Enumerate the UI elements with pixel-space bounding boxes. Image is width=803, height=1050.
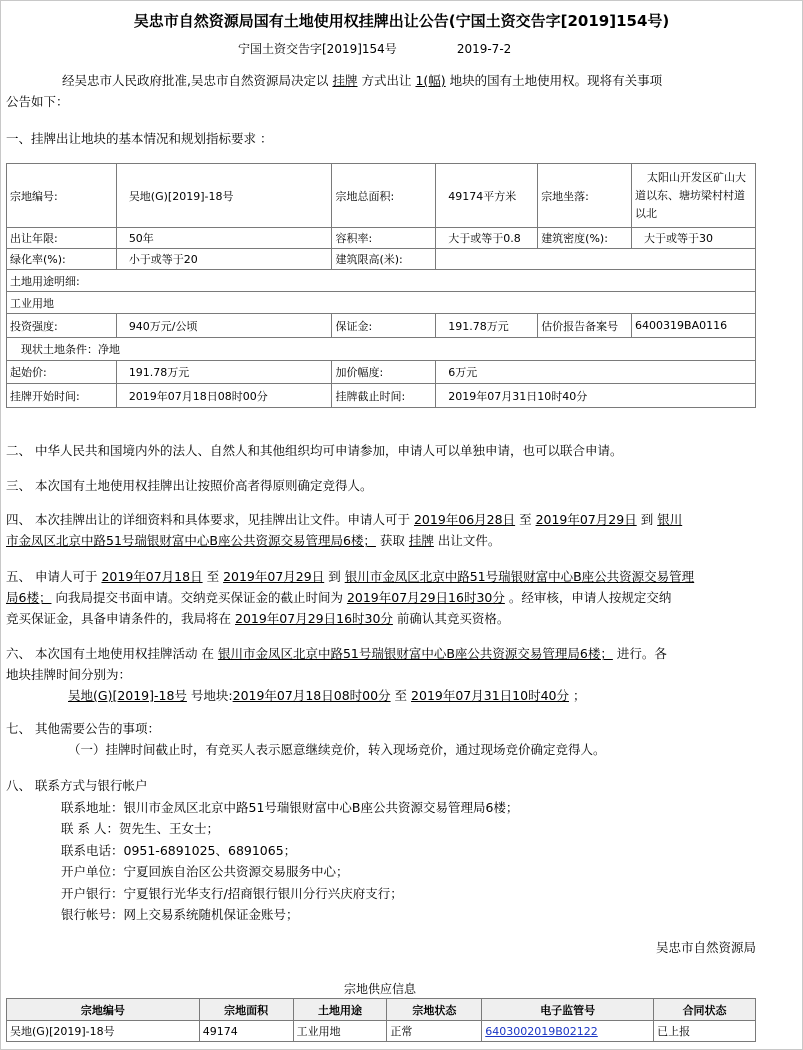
parcel-code: 吴地(G)[2019]-18号 xyxy=(116,164,332,228)
section-1-title: 一、挂牌出让地块的基本情况和规划指标要求 ： xyxy=(6,131,273,146)
parcel-area: 49174平方米 xyxy=(436,164,538,228)
transfer-years: 50年 xyxy=(116,228,332,249)
deposit-amount: 191.78万元 xyxy=(436,314,538,338)
table-row: 绿化率(%): 小于或等于20 建筑限高(米): xyxy=(7,249,756,270)
section-3: 三、 本次国有土地使用权挂牌出让按照价高者得原则确定竞得人。 xyxy=(6,478,373,493)
page-title: 吴忠市自然资源局国有土地使用权挂牌出让公告(宁国土资交告字[2019]154号) xyxy=(133,12,670,30)
listing-start-time: 2019年07月18日08时00分 xyxy=(116,384,332,408)
publish-date: 2019-7-2 xyxy=(456,42,512,56)
land-use-detail-label: 土地用途明细: xyxy=(7,270,756,292)
table-row: 投资强度: 940万元/公顷 保证金: 191.78万元 估价报告备案号 6400319BA0116 xyxy=(7,314,756,338)
table-row: 起始价: 191.78万元 加价幅度: 6万元 xyxy=(7,361,756,384)
floor-area-ratio: 大于或等于0.8 xyxy=(436,228,538,249)
doc-number: 宁国土资交告字[2019]154号 xyxy=(238,42,397,56)
contact-person: 联 系 人：贺先生、王女士； xyxy=(61,821,219,836)
signature: 吴忠市自然资源局 xyxy=(655,940,756,955)
starting-price: 191.78万元 xyxy=(116,361,332,384)
height-limit xyxy=(436,249,756,270)
parcel-info-table xyxy=(6,163,756,408)
contact-lines xyxy=(6,797,518,926)
table-row xyxy=(7,270,756,292)
investment-intensity: 940万元/公顷 xyxy=(116,314,332,338)
table-row: 挂牌开始时间: 2019年07月18日08时00分 挂牌截止时间: 2019年07月31日10时40分 xyxy=(7,384,756,408)
section-2: 二、 中华人民共和国境内外的法人、自然人和其他组织均可申请参加，申请人可以单独申请，也可以联合申请。 xyxy=(6,443,623,458)
land-status: 现状土地条件：净地 xyxy=(7,338,756,361)
account-holder: 开户单位：宁夏回族自治区公共资源交易服务中心； xyxy=(61,864,349,879)
table-row: 出让年限: 50年 容积率: 大于或等于0.8 建筑密度(%): 大于或等于30 xyxy=(7,228,756,249)
supply-info-table xyxy=(6,998,756,1042)
listing-end-time: 2019年07月31日10时40分 xyxy=(436,384,756,408)
contact-phone: 联系电话：0951-6891025、6891065； xyxy=(61,842,297,858)
section-4: 四、 本次挂牌出让的详细资料和具体要求，见挂牌出让文件。申请人可于 2019年06月28日 至 2019年07月29日 到 银川 市金凤区北京中路51号瑞银财富中心B座公共资源交易管理局6楼； 获取 挂牌 出让文件。 xyxy=(6,512,683,548)
supervision-number-link[interactable]: 6403002019B02122 xyxy=(485,1024,598,1038)
supply-info-title: 宗地供应信息 xyxy=(343,982,416,996)
green-ratio: 小于或等于20 xyxy=(116,249,332,270)
intro-line-1: 经吴忠市人民政府批准,吴忠市自然资源局决定以 挂牌 方式出让 1(幅) 地块的国有土地使用权。现将有关事项 xyxy=(62,73,663,88)
section-5: 五、 申请人可于 2019年07月18日 至 2019年07月29日 到 银川市金凤区北京中路51号瑞银财富中心B座公共资源交易管理 局6楼； 向我局提交书面申请。交纳竞买保证金的截止时间为 2019年07月29日16时30分 。经审核，申请人按规定交纳 竞买保证金，具备申请条件的，我局将在 2019年07月29日16时30分 前确认其竞买资格。 xyxy=(6,569,695,626)
section-8: 八、 联系方式与银行帐户 联系地址：银川市金凤区北京中路51号瑞银财富中心B座公共资源交易管理局6楼； 联 系 人：贺先生、王女士； 联系电话：0951-6891025、6891065； 开户单位：宁夏回族自治区公共资源交易服务中心； 开户银行：宁夏银行光华支行/招商银行银川分行兴庆府支行； 银行帐号：网上交易系统随机保证金账号； xyxy=(6,775,518,926)
intro-method: 挂牌 xyxy=(332,73,358,88)
bank-account: 银行帐号：网上交易系统随机保证金账号； xyxy=(61,907,299,922)
table-row: 宗地编号: 吴地(G)[2019]-18号 宗地总面积: 49174平方米 宗地坐落: 太阳山开发区矿山大道以东、塘坊梁村村道以北 xyxy=(7,164,756,228)
table-row xyxy=(7,292,756,314)
valuation-report-no: 6400319BA0116 xyxy=(632,314,756,338)
subtitle xyxy=(238,40,511,57)
table-row: 吴地(G)[2019]-18号 49174 工业用地 正常 6403002019B02122 已上报 xyxy=(7,1021,756,1042)
intro-line-2: 公告如下： xyxy=(6,94,69,109)
table-row xyxy=(7,338,756,361)
bid-increment: 6万元 xyxy=(436,361,756,384)
parcel-location: 太阳山开发区矿山大道以东、塘坊梁村村道以北 xyxy=(632,164,756,228)
building-density: 大于或等于30 xyxy=(632,228,756,249)
intro-count: 1(幅) xyxy=(415,73,446,88)
section-7: 七、 其他需要公告的事项： （一）挂牌时间截止时，有竞买人表示愿意继续竞价，转入现场竞价，通过现场竞价确定竞得人。 xyxy=(6,721,606,757)
bank-name: 开户银行：宁夏银行光华支行/招商银行银川分行兴庆府支行； xyxy=(61,885,403,901)
contact-address: 联系地址：银川市金凤区北京中路51号瑞银财富中心B座公共资源交易管理局6楼； xyxy=(61,799,519,815)
land-use: 工业用地 xyxy=(7,292,756,314)
section-6: 六、 本次国有土地使用权挂牌活动 在 银川市金凤区北京中路51号瑞银财富中心B座公共资源交易管理局6楼； 进行。各 地块挂牌时间分别为： 吴地(G)[2019]-18号 号地块:2019年07月18日08时00分 至 2019年07月31日10时40分 ； xyxy=(6,646,667,703)
table-header-row: 宗地编号 宗地面积 土地用途 宗地状态 电子监管号 合同状态 xyxy=(7,999,756,1021)
